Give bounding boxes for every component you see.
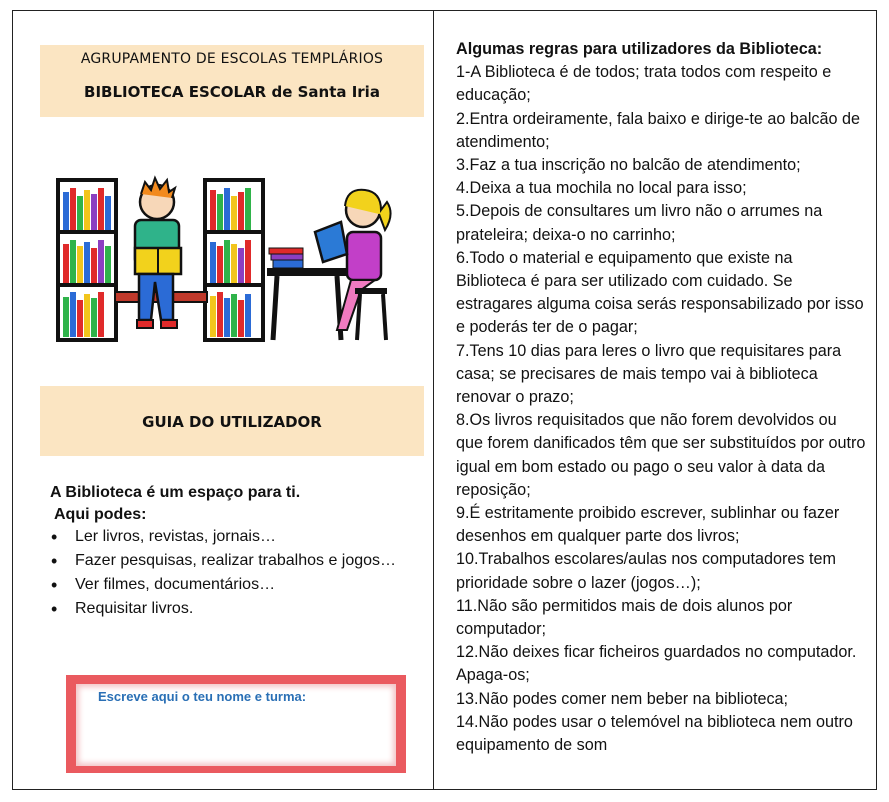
activity-list (50, 526, 420, 620)
rule-item: 11.Não são permitidos mais de dois alunos por computador; (456, 596, 793, 639)
list-item: • Requisitar livros. (75, 598, 420, 620)
rule-item: 6.Todo o material e equipamento que existe na Biblioteca é para ser utilizado com cuidado. Se estragares alguma coisa serás responsabilizado por isso e poderás ter de o pagar; (456, 248, 864, 337)
girl-reading (315, 190, 391, 340)
library-name: BIBLIOTECA ESCOLAR de Santa Iria (84, 83, 380, 101)
rule-item: 14.Não podes usar o telemóvel na biblioteca nem outro equipamento de som (456, 712, 853, 755)
rule-item: 8.Os livros requisitados que não forem devolvidos ou que forem danificados têm que ser substituídos por outro igual em bom estado ou pago o seu valor à data da reposição; (456, 411, 866, 499)
name-class-box (66, 675, 406, 773)
header-banner (40, 45, 424, 117)
school-name: AGRUPAMENTO DE ESCOLAS TEMPLÁRIOS (80, 51, 384, 67)
rule-item: 3.Faz a tua inscrição no balcão de atendimento; (456, 156, 801, 175)
column-divider (433, 10, 434, 790)
rule-item: 1-A Biblioteca é de todos; trata todos com respeito e educação; (456, 63, 832, 105)
guide-banner (40, 386, 424, 456)
rules-title: Algumas regras para utilizadores da Biblioteca: (456, 40, 823, 58)
list-item: • Ver filmes, documentários… (75, 574, 420, 596)
rule-item: 7.Tens 10 dias para leres o livro que requisitares para casa; se precisares de mais tempo vai à biblioteca renovar o prazo; (456, 341, 842, 407)
list-item: • Ler livros, revistas, jornais… (75, 526, 420, 548)
guide-title: GUIA DO UTILIZADOR (142, 413, 322, 431)
intro-subheading: Aqui podes: (54, 506, 147, 523)
intro-section (50, 482, 420, 622)
name-class-label: Escreve aqui o teu nome e turma: (98, 689, 307, 704)
intro-heading: A Biblioteca é um espaço para ti. (50, 484, 301, 501)
name-class-field[interactable] (76, 684, 396, 766)
rule-item: 5.Depois de consultares um livro não o arrumes na prateleira; deixa-o no carrinho; (456, 202, 823, 244)
rule-item: 9.É estritamente proibido escrever, sublinhar ou fazer desenhos em qualquer parte dos livros; (456, 504, 840, 546)
rule-item: 13.Não podes comer nem beber na biblioteca; (456, 689, 789, 708)
reading-children-illustration (55, 170, 395, 345)
bookshelf-left (58, 180, 116, 340)
rules-section (456, 38, 866, 757)
boy-reading (135, 178, 181, 328)
list-item: • Fazer pesquisas, realizar trabalhos e jogos… (75, 550, 420, 572)
rule-item: 10.Trabalhos escolares/aulas nos computadores tem prioridade sobre o lazer (jogos…); (456, 550, 837, 592)
rule-item: 12.Não deixes ficar ficheiros guardados no computador. Apaga-os; (456, 643, 857, 685)
rule-item: 2.Entra ordeiramente, fala baixo e dirige-te ao balcão de atendimento; (456, 109, 861, 151)
bookshelf-right (205, 180, 263, 340)
table (267, 248, 347, 340)
rule-item: 4.Deixa a tua mochila no local para isso; (456, 179, 747, 198)
